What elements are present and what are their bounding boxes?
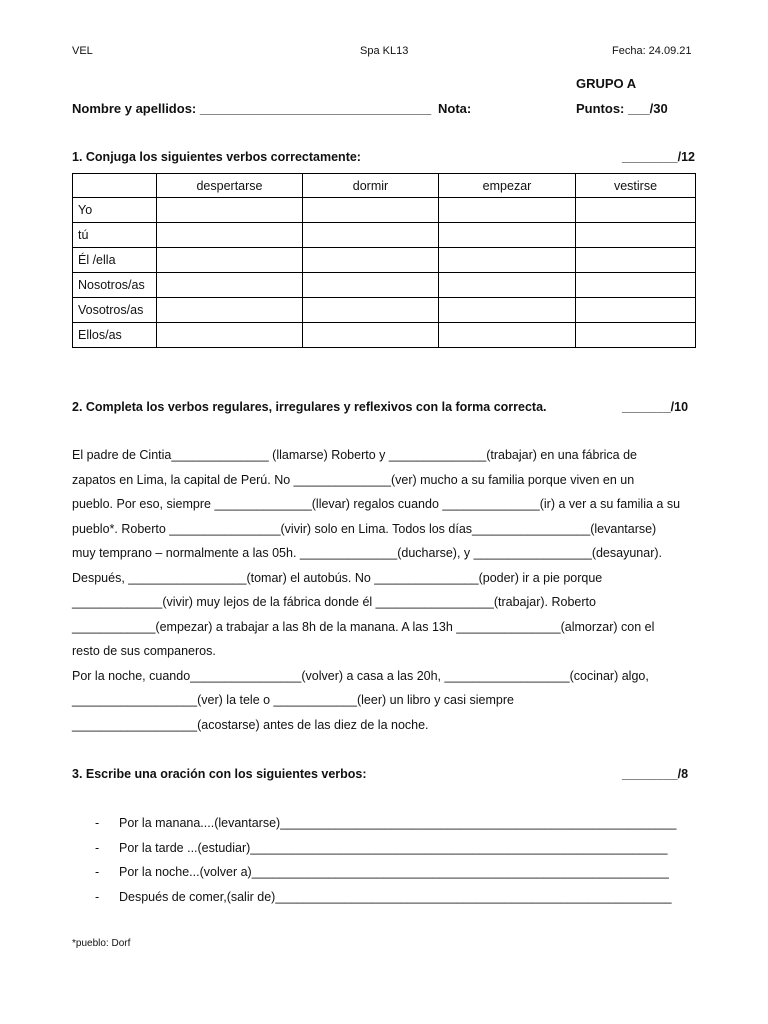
answer-cell[interactable]	[157, 323, 303, 348]
puntos-label: Puntos: ___/30	[576, 101, 668, 116]
header-left: VEL	[72, 45, 93, 57]
conjugation-table	[72, 173, 696, 348]
paragraph-line: El padre de Cintia______________ (llamarse) Roberto y ______________(trabajar) en una fábrica de	[72, 448, 637, 462]
answer-cell[interactable]	[303, 223, 439, 248]
paragraph-line: _____________(vivir) muy lejos de la fábrica donde él _________________(trabajar). Roberto	[72, 595, 596, 609]
bullet-dash: -	[95, 865, 100, 879]
bullet-dash: -	[95, 816, 100, 830]
answer-cell[interactable]	[439, 298, 576, 323]
answer-cell[interactable]	[439, 198, 576, 223]
sentence-prompt[interactable]: Por la tarde ...(estudiar)____________________________________________________________	[119, 841, 668, 855]
section3-title: 3. Escribe una oración con los siguientes verbos:	[72, 767, 367, 781]
group-label: GRUPO A	[576, 76, 637, 91]
sentence-prompt[interactable]: Por la noche...(volver a)____________________________________________________________	[119, 865, 669, 879]
answer-cell[interactable]	[157, 198, 303, 223]
answer-cell[interactable]	[439, 223, 576, 248]
table-row	[73, 223, 696, 248]
name-field-label: Nombre y apellidos: ________________________________	[72, 101, 432, 116]
answer-cell[interactable]	[303, 198, 439, 223]
answer-cell[interactable]	[439, 273, 576, 298]
bullet-dash: -	[95, 890, 100, 904]
answer-cell[interactable]	[157, 273, 303, 298]
answer-cell[interactable]	[576, 298, 696, 323]
section1-score: ________/12	[622, 150, 695, 164]
paragraph-line: pueblo*. Roberto ________________(vivir) solo en Lima. Todos los días_________________(levantarse)	[72, 522, 657, 536]
pronoun-cell: tú	[73, 223, 157, 248]
pronoun-cell: Él /ella	[73, 248, 157, 273]
table-corner-cell	[73, 174, 157, 198]
pronoun-cell: Yo	[73, 198, 157, 223]
answer-cell[interactable]	[157, 298, 303, 323]
table-row	[73, 248, 696, 273]
bullet-dash: -	[95, 841, 100, 855]
column-header: empezar	[439, 174, 576, 198]
answer-cell[interactable]	[439, 323, 576, 348]
paragraph-line: pueblo. Por eso, siempre ______________(llevar) regalos cuando ______________(ir) a ver a su familia a su	[72, 497, 681, 511]
table-row	[73, 273, 696, 298]
pronoun-cell: Vosotros/as	[73, 298, 157, 323]
column-header: despertarse	[157, 174, 303, 198]
footnote: *pueblo: Dorf	[72, 938, 131, 949]
answer-cell[interactable]	[576, 198, 696, 223]
answer-cell[interactable]	[157, 223, 303, 248]
paragraph-line: __________________(ver) la tele o ____________(leer) un libro y casi siempre	[72, 693, 514, 707]
table-row	[73, 198, 696, 223]
column-header: vestirse	[576, 174, 696, 198]
section1-title: 1. Conjuga los siguientes verbos correctamente:	[72, 150, 361, 164]
section3-score: ________/8	[622, 767, 689, 781]
header-center: Spa KL13	[360, 45, 409, 57]
table-header-row	[73, 174, 696, 198]
answer-cell[interactable]	[303, 298, 439, 323]
paragraph-line: muy temprano – normalmente a las 05h. ______________(ducharse), y _________________(desayunar).	[72, 546, 662, 560]
paragraph-line: Después, _________________(tomar) el autobús. No _______________(poder) ir a pie porque	[72, 571, 603, 585]
header-date: Fecha: 24.09.21	[612, 45, 692, 57]
table-row	[73, 323, 696, 348]
pronoun-cell: Nosotros/as	[73, 273, 157, 298]
table-row	[73, 298, 696, 323]
answer-cell[interactable]	[303, 323, 439, 348]
answer-cell[interactable]	[303, 248, 439, 273]
answer-cell[interactable]	[576, 273, 696, 298]
paragraph-line: __________________(acostarse) antes de las diez de la noche.	[72, 718, 429, 732]
answer-cell[interactable]	[576, 248, 696, 273]
section2-score: _______/10	[622, 400, 689, 414]
paragraph-line: resto de sus companeros.	[72, 644, 216, 658]
nota-label: Nota:	[438, 101, 472, 116]
sentence-prompt[interactable]: Después de comer,(salir de)_________________________________________________________	[119, 890, 672, 904]
answer-cell[interactable]	[576, 323, 696, 348]
answer-cell[interactable]	[439, 248, 576, 273]
section2-title: 2. Completa los verbos regulares, irregulares y reflexivos con la forma correcta.	[72, 400, 547, 414]
paragraph-line: Por la noche, cuando________________(volver) a casa a las 20h, __________________(cocinar) algo,	[72, 669, 649, 683]
answer-cell[interactable]	[303, 273, 439, 298]
answer-cell[interactable]	[576, 223, 696, 248]
paragraph-line: zapatos en Lima, la capital de Perú. No ______________(ver) mucho a su familia porque viven en un	[72, 473, 635, 487]
column-header: dormir	[303, 174, 439, 198]
pronoun-cell: Ellos/as	[73, 323, 157, 348]
sentence-prompt[interactable]: Por la manana....(levantarse)_________________________________________________________	[119, 816, 677, 830]
answer-cell[interactable]	[157, 248, 303, 273]
paragraph-line: ____________(empezar) a trabajar a las 8h de la manana. A las 13h _______________(almorzar) con el	[72, 620, 655, 634]
